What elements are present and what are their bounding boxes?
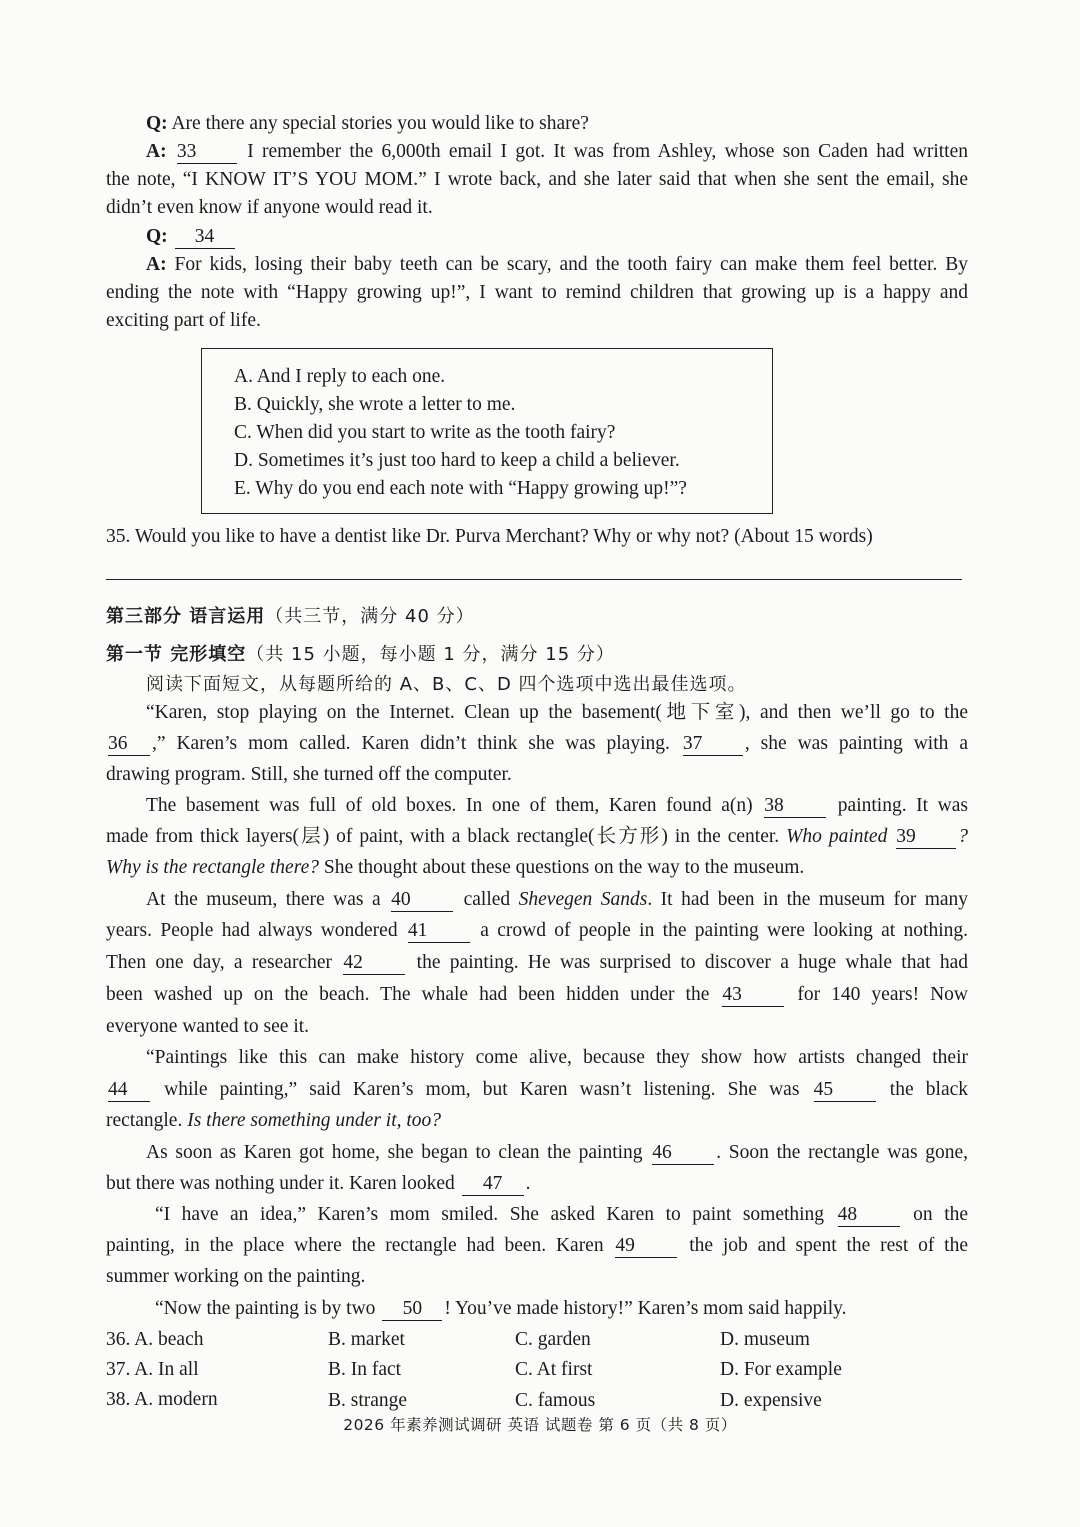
- choice-36-d[interactable]: D. museum: [720, 1329, 810, 1350]
- choice-36-a[interactable]: 36. A. beach: [106, 1329, 204, 1350]
- blank-40[interactable]: 40: [391, 889, 453, 912]
- blank-34[interactable]: 34: [175, 226, 235, 249]
- a-label: A:: [146, 141, 167, 162]
- passage-p3-line5: everyone wanted to see it.: [106, 1016, 310, 1037]
- passage-p2-line1: The basement was full of old boxes. In one of them, Karen found a(n) 38 painting. It was: [146, 795, 968, 816]
- passage-p1-line3: drawing program. Still, she turned off the computer.: [106, 764, 512, 785]
- blank-50[interactable]: 50: [382, 1298, 442, 1321]
- blank-47[interactable]: 47: [462, 1173, 524, 1196]
- blank-43[interactable]: 43: [722, 984, 784, 1007]
- q-label: Q:: [146, 113, 168, 134]
- question-35: 35. Would you like to have a dentist like Dr. Purva Merchant? Why or why not? (About 15 words): [106, 526, 873, 547]
- passage-p4-line3: rectangle. Is there something under it, too?: [106, 1110, 442, 1131]
- blank-46[interactable]: 46: [652, 1142, 714, 1165]
- choice-37-b[interactable]: B. In fact: [328, 1359, 402, 1380]
- blank-45[interactable]: 45: [814, 1079, 876, 1102]
- choice-38-d[interactable]: D. expensive: [720, 1390, 822, 1411]
- passage-p5-line1: As soon as Karen got home, she began to clean the painting 46 . Soon the rectangle was gone,: [146, 1142, 968, 1163]
- answer-33-line1: A: 33 I remember the 6,000th email I got. It was from Ashley, whose son Caden had written: [146, 141, 969, 162]
- blank-36[interactable]: 36: [108, 733, 150, 756]
- passage-p3-line3: Then one day, a researcher 42 the painting. He was surprised to discover a huge whale that had: [106, 952, 969, 973]
- passage-p2-line3: Why is the rectangle there? She thought about these questions on the way to the museum.: [106, 857, 805, 878]
- option-a: A. And I reply to each one.: [234, 366, 446, 387]
- passage-p6-line1: “I have an idea,” Karen’s mom smiled. She asked Karen to paint something 48 on the: [155, 1204, 969, 1225]
- blank-49[interactable]: 49: [615, 1235, 677, 1258]
- passage-p3-line1: At the museum, there was a 40 called Shevegen Sands. It had been in the museum for many: [146, 889, 969, 910]
- passage-p1-line1: “Karen, stop playing on the Internet. Clean up the basement(地下室), and then we’ll go to the: [146, 702, 968, 723]
- option-c: C. When did you start to write as the tooth fairy?: [234, 422, 616, 443]
- passage-p4-line1: “Paintings like this can make history come alive, because they show how artists changed their: [146, 1047, 968, 1068]
- answer-33-line3: didn’t even know if anyone would read it.: [106, 197, 433, 218]
- choice-37-d[interactable]: D. For example: [720, 1359, 842, 1380]
- blank-42[interactable]: 42: [343, 952, 405, 975]
- answer-34-line2: ending the note with “Happy growing up!”, I want to remind children that growing up is a happy and: [106, 282, 968, 303]
- passage-p3-line2: years. People had always wondered 41 a crowd of people in the painting were looking at nothing.: [106, 920, 969, 941]
- choice-38-a[interactable]: 38. A. modern: [106, 1389, 218, 1410]
- instruction: 阅读下面短文，从每题所给的 A、B、C、D 四个选项中选出最佳选项。: [146, 674, 747, 695]
- page-footer: 2026 年素养测试调研 英语 试题卷 第 6 页（共 8 页）: [343, 1416, 737, 1434]
- option-b: B. Quickly, she wrote a letter to me.: [234, 394, 516, 415]
- passage-p6-line3: summer working on the painting.: [106, 1266, 366, 1287]
- choice-38-c[interactable]: C. famous: [515, 1390, 596, 1411]
- blank-37[interactable]: 37: [683, 733, 743, 756]
- answer-34-line1: A: For kids, losing their baby teeth can be scary, and the tooth fairy can make them feel better. By: [146, 254, 968, 275]
- part3-heading: 第三部分 语言运用（共三节，满分 40 分）: [106, 606, 475, 627]
- blank-39[interactable]: 39: [896, 826, 956, 849]
- question-34: Q: 34: [146, 223, 968, 251]
- choice-36-b[interactable]: B. market: [328, 1329, 405, 1350]
- section1-heading: 第一节 完形填空（共 15 小题，每小题 1 分，满分 15 分）: [106, 644, 615, 665]
- blank-41[interactable]: 41: [408, 920, 470, 943]
- question-stories: Q: Are there any special stories you would like to share?: [146, 113, 589, 134]
- choice-37-c[interactable]: C. At first: [515, 1359, 593, 1380]
- answer-34-line3: exciting part of life.: [106, 310, 261, 331]
- answer-line-35[interactable]: [106, 579, 962, 580]
- choice-37-a[interactable]: 37. A. In all: [106, 1359, 199, 1380]
- blank-44[interactable]: 44: [108, 1079, 150, 1102]
- passage-p4-line2: 44 while painting,” said Karen’s mom, but Karen wasn’t listening. She was 45 the black: [108, 1079, 968, 1100]
- blank-33[interactable]: 33: [177, 141, 237, 164]
- choice-36-c[interactable]: C. garden: [515, 1329, 591, 1350]
- blank-38[interactable]: 38: [764, 795, 826, 818]
- choice-38-b[interactable]: B. strange: [328, 1390, 408, 1411]
- answer-33-line2: the note, “I KNOW IT’S YOU MOM.” I wrote back, and she later said that when she sent the email, she: [106, 169, 968, 190]
- option-d: D. Sometimes it’s just too hard to keep a child a believer.: [234, 450, 680, 471]
- passage-p2-line2: made from thick layers(层) of paint, with a black rectangle(长方形) in the center. Who painted 39 ?: [106, 826, 969, 847]
- passage-p3-line4: been washed up on the beach. The whale had been hidden under the 43 for 140 years! Now: [106, 984, 968, 1005]
- passage-p1-line2: 36 ,” Karen’s mom called. Karen didn’t think she was playing. 37 , she was painting with a: [108, 733, 968, 754]
- passage-p5-line2: but there was nothing under it. Karen looked 47 .: [106, 1173, 531, 1194]
- passage-p6-line2: painting, in the place where the rectangle had been. Karen 49 the job and spent the rest of the: [106, 1235, 968, 1256]
- option-e: E. Why do you end each note with “Happy growing up!”?: [234, 478, 687, 499]
- passage-p7: “Now the painting is by two 50 ! You’ve made history!” Karen’s mom said happily.: [155, 1298, 847, 1319]
- blank-48[interactable]: 48: [838, 1204, 900, 1227]
- options-box: [201, 348, 773, 514]
